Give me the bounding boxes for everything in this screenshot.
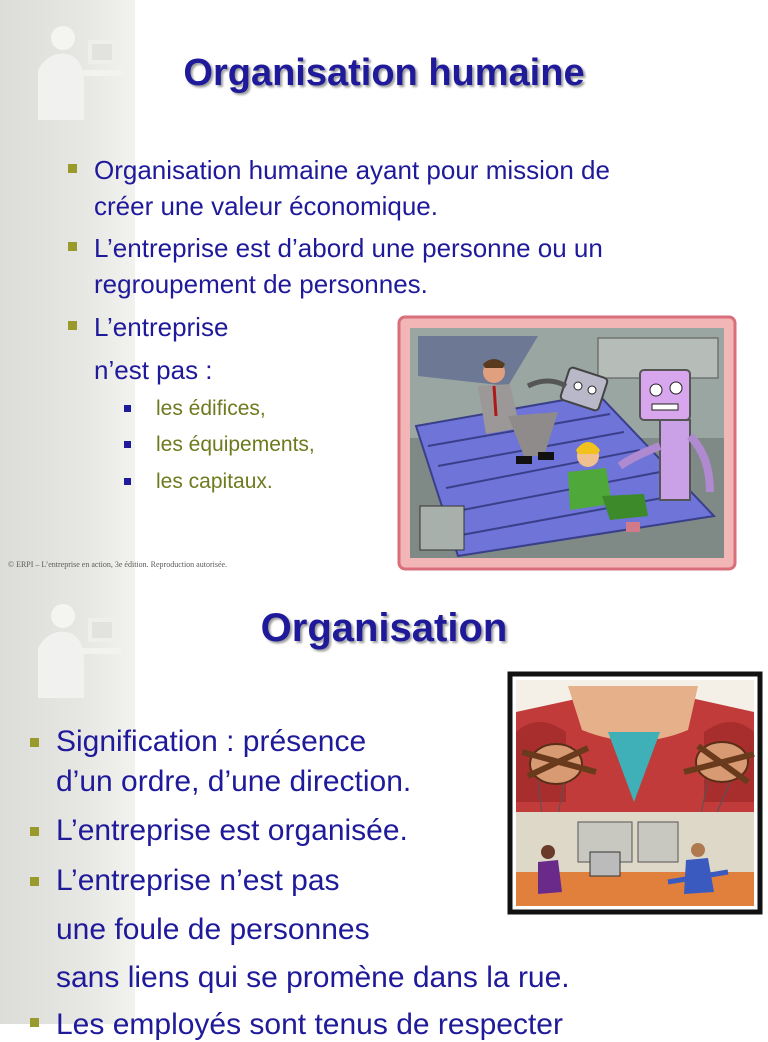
sub-bullet-2: les équipements,: [156, 433, 315, 456]
puppeteer-controlling-workers-illustration: [508, 672, 762, 914]
sub-bullet-marker: [124, 405, 131, 412]
sub-bullet-marker: [124, 478, 131, 485]
bullet-1-line-2: d’un ordre, d’une direction.: [56, 765, 412, 798]
bullet-marker: [68, 242, 77, 251]
bullet-marker: [30, 1018, 39, 1027]
bullet-1-line-1: Signification : présence: [56, 725, 367, 758]
bullet-4-line-1: Les employés sont tenus de respecter: [56, 1008, 563, 1041]
bullet-3-line-2: une foule de personnes: [56, 913, 370, 946]
slide-title: Organisation humaine: [183, 52, 585, 94]
sub-bullet-1: les édifices,: [156, 397, 266, 420]
bullet-3-line-1: L’entreprise n’est pas: [56, 864, 340, 897]
bullet-marker: [30, 877, 39, 886]
people-on-conveyor-with-robots-illustration: [398, 316, 736, 570]
bullet-marker: [68, 164, 77, 173]
slide-title: Organisation: [260, 606, 508, 650]
slide-organisation: [0, 578, 768, 1041]
bullet-marker: [30, 827, 39, 836]
bullet-marker: [68, 321, 77, 330]
copyright-credit: © ERPI – L’entreprise en action, 3e édition. Reproduction autorisée.: [8, 560, 228, 569]
bullet-2-line-1: L’entreprise est d’abord une personne ou un: [94, 233, 603, 263]
sub-bullet-marker: [124, 441, 131, 448]
bullet-1-line-2: créer une valeur économique.: [94, 191, 438, 221]
bullet-3-line-1: L’entreprise: [94, 312, 229, 342]
bullet-1-line-1: Organisation humaine ayant pour mission de: [94, 155, 610, 185]
sub-bullet-3: les capitaux.: [156, 470, 273, 493]
bullet-2-line-1: L’entreprise est organisée.: [56, 814, 408, 847]
bullet-2-line-2: regroupement de personnes.: [94, 269, 428, 299]
bullet-3-line-2: n’est pas :: [94, 355, 213, 385]
bullet-3-line-3: sans liens qui se promène dans la rue.: [56, 961, 570, 994]
bullet-marker: [30, 738, 39, 747]
